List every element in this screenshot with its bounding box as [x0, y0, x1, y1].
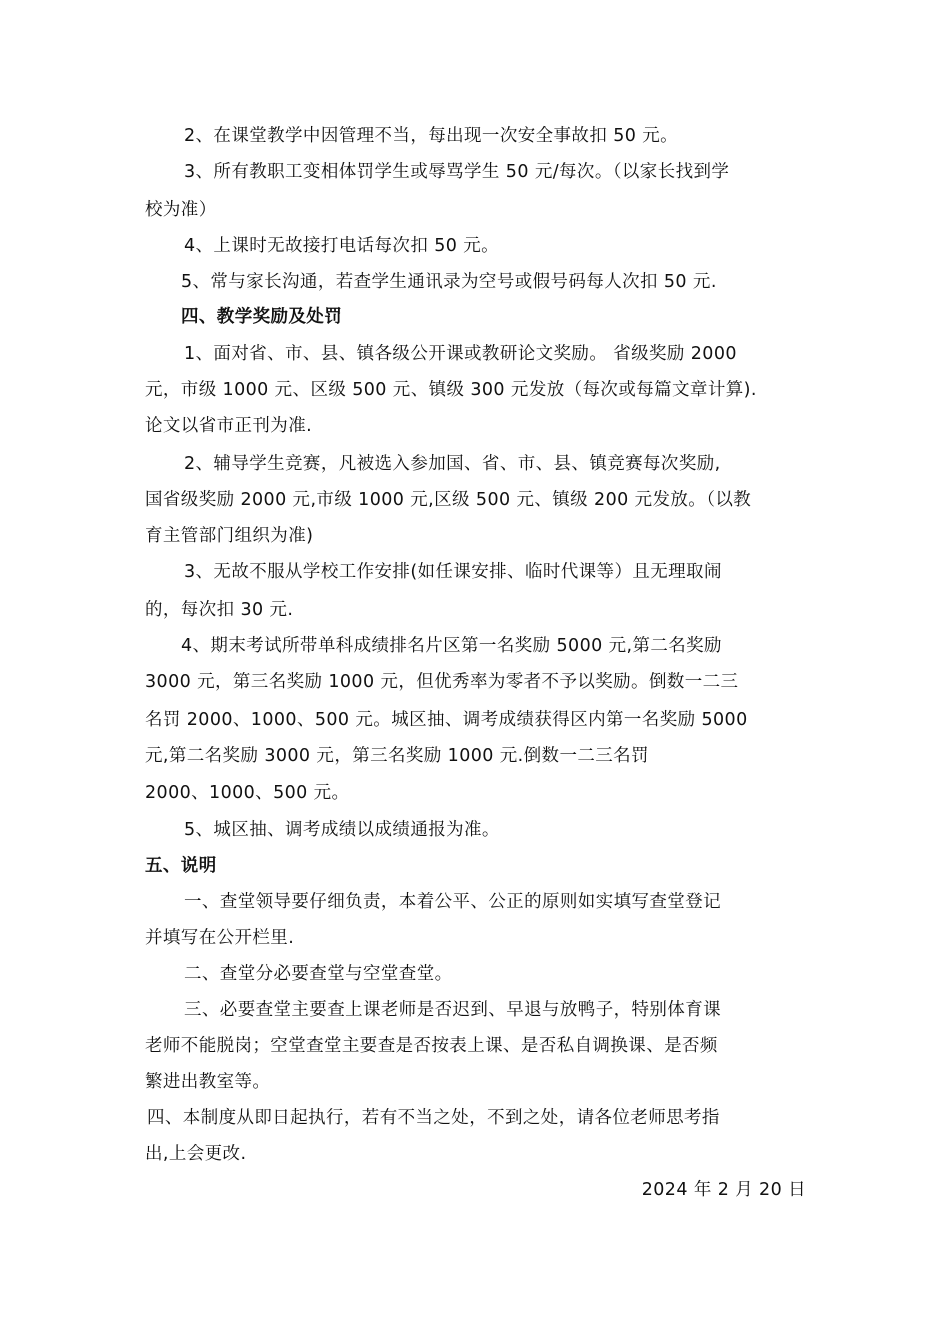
text-line: 出,上会更改.: [145, 1144, 247, 1164]
text-line: 论文以省市正刊为准.: [145, 416, 313, 436]
text-line: 5、常与家长沟通，若查学生通讯录为空号或假号码每人次扣 50 元.: [181, 272, 717, 292]
text-line: 三、必要查堂主要查上课老师是否迟到、早退与放鸭子，特别体育课: [184, 1000, 721, 1020]
text-line: 5、城区抽、调考成绩以成绩通报为准。: [184, 820, 500, 840]
text-line: 四、本制度从即日起执行，若有不当之处，不到之处，请各位老师思考指: [147, 1108, 720, 1128]
text-line: 元，市级 1000 元、区级 500 元、镇级 300 元发放（每次或每篇文章计算).: [145, 380, 757, 400]
text-line: 国省级奖励 2000 元,市级 1000 元,区级 500 元、镇级 200 元发放。（以教: [145, 490, 752, 510]
text-line: 繁进出教室等。: [145, 1072, 271, 1092]
text-line: 1、面对省、市、县、镇各级公开课或教研论文奖励。 省级奖励 2000: [184, 344, 737, 364]
text-line: 2、在课堂教学中因管理不当，每出现一次安全事故扣 50 元。: [184, 126, 679, 146]
section-heading: 四、教学奖励及处罚: [181, 307, 343, 327]
text-line: 4、上课时无故接打电话每次扣 50 元。: [184, 236, 500, 256]
text-line: 2000、1000、500 元。: [145, 783, 350, 803]
text-line: 3、所有教职工变相体罚学生或辱骂学生 50 元/每次。（以家长找到学: [184, 162, 730, 182]
text-line: 并填写在公开栏里.: [145, 928, 295, 948]
text-line: 老师不能脱岗；空堂查堂主要查是否按表上课、是否私自调换课、是否频: [145, 1036, 718, 1056]
text-line: 校为准）: [145, 200, 217, 220]
text-line: 育主管部门组织为准): [145, 526, 314, 546]
text-line: 的，每次扣 30 元.: [145, 600, 294, 620]
text-line: 一、查堂领导要仔细负责，本着公平、公正的原则如实填写查堂登记: [184, 892, 721, 912]
text-line: 2、辅导学生竞赛，凡被选入参加国、省、市、县、镇竞赛每次奖励,: [184, 454, 721, 474]
text-line: 名罚 2000、1000、500 元。城区抽、调考成绩获得区内第一名奖励 5000: [145, 710, 748, 730]
document-date: 2024 年 2 月 20 日: [641, 1180, 806, 1200]
text-line: 3000 元，第三名奖励 1000 元，但优秀率为零者不予以奖励。倒数一二三: [145, 672, 739, 692]
text-line: 二、查堂分必要查堂与空堂查堂。: [184, 964, 453, 984]
section-heading: 五、说明: [145, 856, 217, 876]
text-line: 3、无故不服从学校工作安排(如任课安排、临时代课等）且无理取闹: [184, 562, 722, 582]
text-line: 元,第二名奖励 3000 元，第三名奖励 1000 元.倒数一二三名罚: [145, 746, 649, 766]
text-line: 4、期末考试所带单科成绩排名片区第一名奖励 5000 元,第二名奖励: [181, 636, 722, 656]
